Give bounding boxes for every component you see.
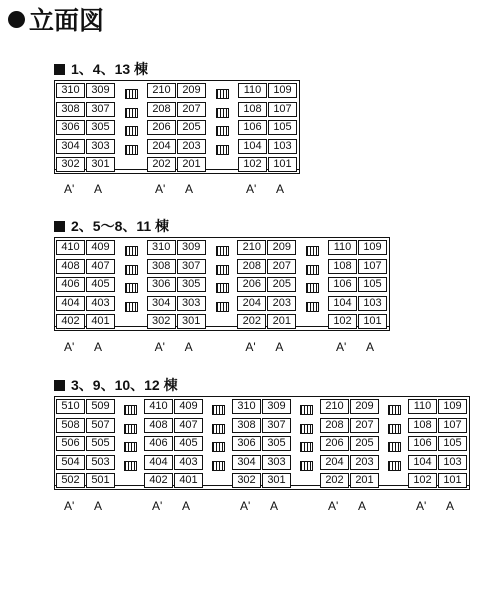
room-number-cell: 301 bbox=[177, 314, 206, 329]
room-number-cell: 302 bbox=[147, 314, 176, 329]
room-number-cell: 406 bbox=[144, 436, 173, 451]
room-number-cell: 303 bbox=[86, 139, 115, 154]
room-number-cell: 210 bbox=[237, 240, 266, 255]
stair-icon bbox=[306, 246, 319, 256]
unit-type-label: A' bbox=[64, 340, 75, 354]
room-number-cell: 310 bbox=[147, 240, 176, 255]
room-number-cell: 402 bbox=[56, 314, 85, 329]
room-number-cell: 504 bbox=[56, 455, 85, 470]
room-number-cell: 206 bbox=[320, 436, 349, 451]
room-number-cell: 309 bbox=[86, 83, 115, 98]
room-number-cell: 106 bbox=[408, 436, 437, 451]
unit-type-label: A bbox=[94, 499, 103, 513]
room-number-cell: 204 bbox=[147, 139, 176, 154]
square-bullet-icon bbox=[54, 221, 65, 232]
room-number-cell: 307 bbox=[262, 418, 291, 433]
room-number-cell: 201 bbox=[177, 157, 206, 172]
stair-icon bbox=[216, 89, 229, 99]
room-number-cell: 107 bbox=[268, 102, 297, 117]
room-number-cell: 102 bbox=[328, 314, 357, 329]
unit-type-label: A' bbox=[64, 182, 75, 196]
room-number-cell: 308 bbox=[147, 259, 176, 274]
stair-icon bbox=[216, 126, 229, 136]
room-number-cell: 101 bbox=[438, 473, 467, 488]
room-number-cell: 205 bbox=[267, 277, 296, 292]
room-number-cell: 208 bbox=[237, 259, 266, 274]
room-number-cell: 103 bbox=[438, 455, 467, 470]
stair-icon bbox=[125, 89, 138, 99]
room-number-cell: 305 bbox=[262, 436, 291, 451]
bullet-dot-icon bbox=[8, 11, 25, 28]
stair-icon bbox=[125, 145, 138, 155]
room-number-cell: 405 bbox=[174, 436, 203, 451]
room-number-cell: 210 bbox=[147, 83, 176, 98]
room-number-cell: 109 bbox=[438, 399, 467, 414]
room-number-cell: 304 bbox=[56, 139, 85, 154]
room-number-cell: 304 bbox=[232, 455, 261, 470]
room-number-cell: 204 bbox=[237, 296, 266, 311]
room-number-cell: 309 bbox=[177, 240, 206, 255]
room-number-cell: 207 bbox=[177, 102, 206, 117]
room-number-cell: 506 bbox=[56, 436, 85, 451]
room-number-cell: 204 bbox=[320, 455, 349, 470]
room-number-cell: 202 bbox=[237, 314, 266, 329]
room-number-cell: 305 bbox=[86, 120, 115, 135]
building-elevation bbox=[54, 396, 470, 490]
room-number-cell: 309 bbox=[262, 399, 291, 414]
room-number-cell: 407 bbox=[86, 259, 115, 274]
room-number-cell: 107 bbox=[438, 418, 467, 433]
unit-type-label: A bbox=[270, 499, 279, 513]
room-number-cell: 305 bbox=[177, 277, 206, 292]
stair-icon bbox=[388, 461, 401, 471]
room-number-cell: 202 bbox=[320, 473, 349, 488]
room-number-cell: 208 bbox=[320, 418, 349, 433]
room-number-cell: 307 bbox=[86, 102, 115, 117]
unit-type-label: A bbox=[94, 182, 103, 196]
stair-icon bbox=[300, 405, 313, 415]
room-number-cell: 408 bbox=[144, 418, 173, 433]
section-heading bbox=[54, 61, 148, 77]
room-number-cell: 106 bbox=[328, 277, 357, 292]
room-number-cell: 310 bbox=[56, 83, 85, 98]
room-number-cell: 403 bbox=[174, 455, 203, 470]
room-number-cell: 307 bbox=[177, 259, 206, 274]
stair-icon bbox=[300, 442, 313, 452]
room-number-cell: 505 bbox=[86, 436, 115, 451]
room-number-cell: 306 bbox=[232, 436, 261, 451]
room-number-cell: 409 bbox=[174, 399, 203, 414]
unit-type-label: A bbox=[185, 182, 194, 196]
room-number-cell: 209 bbox=[350, 399, 379, 414]
unit-type-label: A' bbox=[155, 182, 166, 196]
room-number-cell: 108 bbox=[408, 418, 437, 433]
room-number-cell: 205 bbox=[350, 436, 379, 451]
room-number-cell: 101 bbox=[358, 314, 387, 329]
room-number-cell: 107 bbox=[358, 259, 387, 274]
room-number-cell: 404 bbox=[144, 455, 173, 470]
room-number-cell: 402 bbox=[144, 473, 173, 488]
unit-type-label: A' bbox=[246, 182, 257, 196]
room-number-cell: 203 bbox=[177, 139, 206, 154]
room-number-cell: 105 bbox=[358, 277, 387, 292]
stair-icon bbox=[216, 302, 229, 312]
room-number-cell: 207 bbox=[350, 418, 379, 433]
room-number-cell: 207 bbox=[267, 259, 296, 274]
stair-icon bbox=[125, 246, 138, 256]
room-number-cell: 209 bbox=[177, 83, 206, 98]
unit-type-label: A bbox=[182, 499, 191, 513]
stair-icon bbox=[125, 283, 138, 293]
room-number-cell: 406 bbox=[56, 277, 85, 292]
square-bullet-icon bbox=[54, 64, 65, 75]
room-number-cell: 403 bbox=[86, 296, 115, 311]
room-number-cell: 301 bbox=[86, 157, 115, 172]
stair-icon bbox=[212, 405, 225, 415]
stair-icon bbox=[125, 265, 138, 275]
room-number-cell: 310 bbox=[232, 399, 261, 414]
unit-type-label: A' bbox=[240, 499, 251, 513]
stair-icon bbox=[216, 145, 229, 155]
unit-type-label: A' bbox=[152, 499, 163, 513]
section-heading-text: 1、4、13 棟 bbox=[71, 61, 149, 77]
room-number-cell: 508 bbox=[56, 418, 85, 433]
unit-type-label: A' bbox=[416, 499, 427, 513]
room-number-cell: 306 bbox=[56, 120, 85, 135]
room-number-cell: 102 bbox=[238, 157, 267, 172]
room-number-cell: 205 bbox=[177, 120, 206, 135]
room-number-cell: 105 bbox=[438, 436, 467, 451]
stair-icon bbox=[125, 302, 138, 312]
room-number-cell: 502 bbox=[56, 473, 85, 488]
room-number-cell: 110 bbox=[328, 240, 357, 255]
stair-icon bbox=[300, 424, 313, 434]
stair-icon bbox=[306, 283, 319, 293]
stair-icon bbox=[306, 265, 319, 275]
room-number-cell: 404 bbox=[56, 296, 85, 311]
room-number-cell: 302 bbox=[232, 473, 261, 488]
unit-type-label: A' bbox=[328, 499, 339, 513]
stair-icon bbox=[212, 461, 225, 471]
building-elevation bbox=[54, 80, 300, 174]
stair-icon bbox=[216, 265, 229, 275]
stair-icon bbox=[216, 108, 229, 118]
stair-icon bbox=[388, 442, 401, 452]
room-number-cell: 104 bbox=[238, 139, 267, 154]
section-heading bbox=[54, 377, 178, 393]
room-number-cell: 102 bbox=[408, 473, 437, 488]
unit-type-label: A' bbox=[245, 340, 256, 354]
room-number-cell: 401 bbox=[174, 473, 203, 488]
room-number-cell: 209 bbox=[267, 240, 296, 255]
section-heading-text: 3、9、10、12 棟 bbox=[71, 377, 178, 393]
room-number-cell: 303 bbox=[262, 455, 291, 470]
room-number-cell: 103 bbox=[268, 139, 297, 154]
stair-icon bbox=[125, 126, 138, 136]
page-title bbox=[8, 4, 104, 38]
room-number-cell: 405 bbox=[86, 277, 115, 292]
building-elevation bbox=[54, 237, 390, 331]
stair-icon bbox=[388, 424, 401, 434]
room-number-cell: 201 bbox=[267, 314, 296, 329]
room-number-cell: 507 bbox=[86, 418, 115, 433]
room-number-cell: 206 bbox=[237, 277, 266, 292]
room-number-cell: 509 bbox=[86, 399, 115, 414]
room-number-cell: 109 bbox=[268, 83, 297, 98]
stair-icon bbox=[388, 405, 401, 415]
stair-icon bbox=[124, 424, 137, 434]
unit-type-label: A' bbox=[154, 340, 165, 354]
section-heading bbox=[54, 218, 169, 234]
room-number-cell: 410 bbox=[56, 240, 85, 255]
room-number-cell: 503 bbox=[86, 455, 115, 470]
room-number-cell: 108 bbox=[238, 102, 267, 117]
stair-icon bbox=[125, 108, 138, 118]
room-number-cell: 401 bbox=[86, 314, 115, 329]
room-number-cell: 308 bbox=[56, 102, 85, 117]
room-number-cell: 202 bbox=[147, 157, 176, 172]
room-number-cell: 103 bbox=[358, 296, 387, 311]
room-number-cell: 301 bbox=[262, 473, 291, 488]
room-number-cell: 303 bbox=[177, 296, 206, 311]
stair-icon bbox=[212, 442, 225, 452]
room-number-cell: 104 bbox=[408, 455, 437, 470]
stair-icon bbox=[124, 442, 137, 452]
room-number-cell: 106 bbox=[238, 120, 267, 135]
unit-type-label: A' bbox=[336, 340, 347, 354]
stair-icon bbox=[300, 461, 313, 471]
room-number-cell: 208 bbox=[147, 102, 176, 117]
room-number-cell: 409 bbox=[86, 240, 115, 255]
square-bullet-icon bbox=[54, 380, 65, 391]
room-number-cell: 308 bbox=[232, 418, 261, 433]
room-number-cell: 302 bbox=[56, 157, 85, 172]
room-number-cell: 201 bbox=[350, 473, 379, 488]
room-number-cell: 104 bbox=[328, 296, 357, 311]
unit-type-label: A bbox=[358, 499, 367, 513]
room-number-cell: 105 bbox=[268, 120, 297, 135]
unit-type-label: A' bbox=[64, 499, 75, 513]
page-title-text: 立面図 bbox=[29, 7, 105, 35]
room-number-cell: 410 bbox=[144, 399, 173, 414]
unit-type-label: A bbox=[446, 499, 455, 513]
room-number-cell: 510 bbox=[56, 399, 85, 414]
stair-icon bbox=[212, 424, 225, 434]
room-number-cell: 203 bbox=[267, 296, 296, 311]
unit-type-label: A bbox=[94, 340, 103, 354]
room-number-cell: 306 bbox=[147, 277, 176, 292]
room-number-cell: 304 bbox=[147, 296, 176, 311]
stair-icon bbox=[306, 302, 319, 312]
unit-type-label: A bbox=[275, 340, 284, 354]
stair-icon bbox=[216, 246, 229, 256]
room-number-cell: 407 bbox=[174, 418, 203, 433]
unit-type-label: A bbox=[184, 340, 193, 354]
room-number-cell: 110 bbox=[238, 83, 267, 98]
room-number-cell: 210 bbox=[320, 399, 349, 414]
room-number-cell: 206 bbox=[147, 120, 176, 135]
room-number-cell: 501 bbox=[86, 473, 115, 488]
room-number-cell: 408 bbox=[56, 259, 85, 274]
room-number-cell: 110 bbox=[408, 399, 437, 414]
section-heading-text: 2、5〜8、11 棟 bbox=[71, 218, 170, 234]
unit-type-label: A bbox=[276, 182, 285, 196]
room-number-cell: 203 bbox=[350, 455, 379, 470]
room-number-cell: 109 bbox=[358, 240, 387, 255]
room-number-cell: 108 bbox=[328, 259, 357, 274]
stair-icon bbox=[124, 461, 137, 471]
room-number-cell: 101 bbox=[268, 157, 297, 172]
stair-icon bbox=[216, 283, 229, 293]
stair-icon bbox=[124, 405, 137, 415]
unit-type-label: A bbox=[366, 340, 375, 354]
